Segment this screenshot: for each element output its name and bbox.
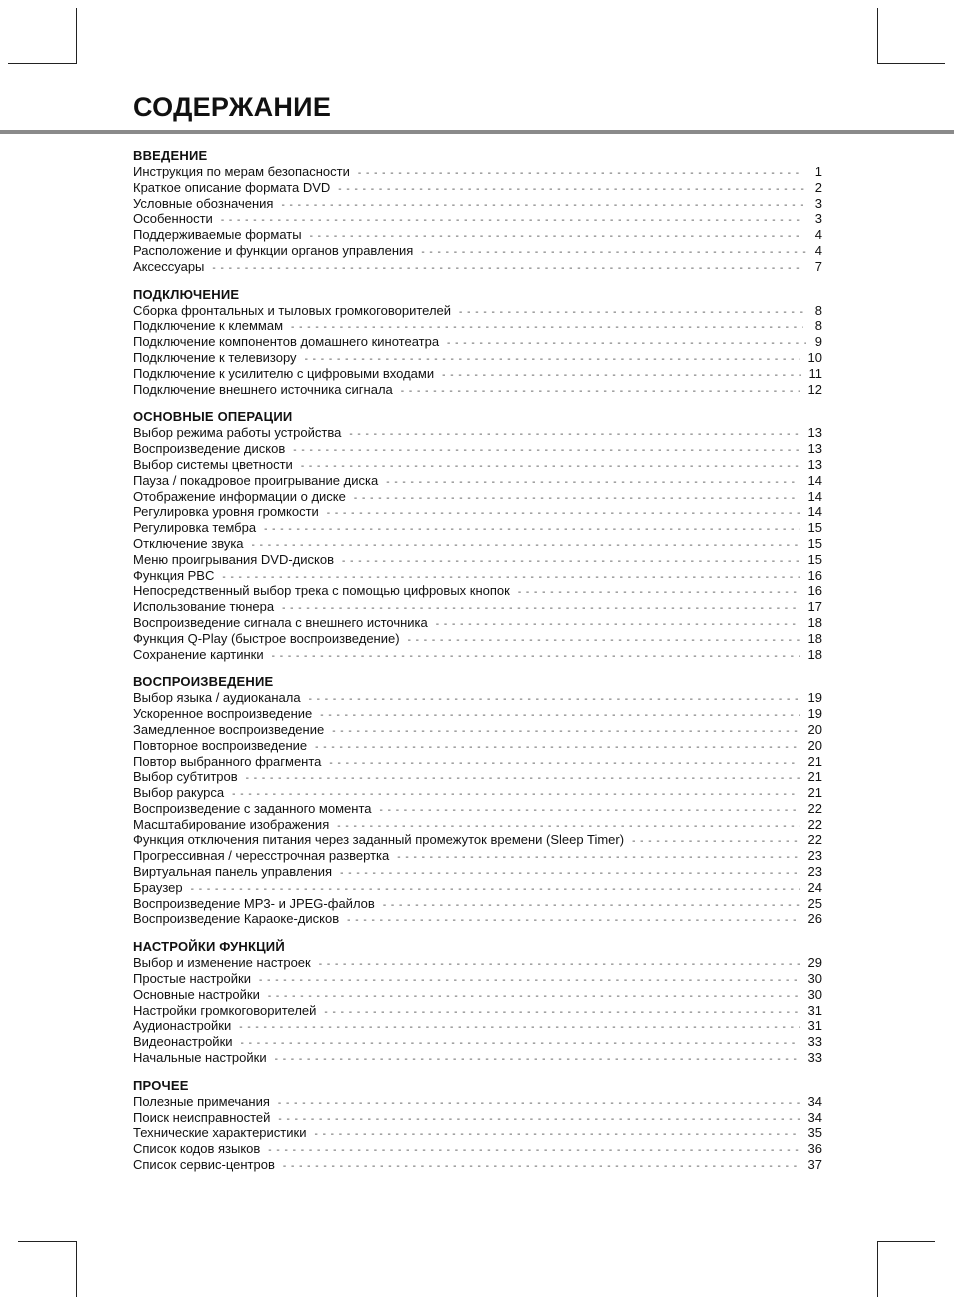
toc-entry-label: Воспроизведение с заданного момента — [133, 800, 372, 816]
dot-leader — [347, 913, 799, 929]
toc-entry — [133, 350, 822, 366]
toc-entry — [133, 631, 822, 647]
toc-entry-label: Выбор субтитров — [133, 769, 238, 785]
dot-leader — [246, 771, 800, 787]
toc-entry — [133, 706, 822, 722]
toc-entry — [133, 801, 822, 817]
dot-leader — [518, 585, 800, 601]
toc-entry-label: Регулировка тембра — [133, 520, 257, 536]
dot-leader — [283, 1159, 800, 1175]
toc-entry-label: Поиск неисправностей — [133, 1109, 271, 1125]
dot-leader — [340, 866, 799, 882]
toc-entry-page: 33 — [807, 1050, 822, 1066]
toc-entry-page: 25 — [807, 895, 822, 911]
toc-entry-page: 7 — [814, 258, 822, 274]
toc-entry-page: 9 — [814, 334, 822, 350]
toc-entry-label: Поддерживаемые форматы — [133, 227, 302, 243]
toc-entry-page: 24 — [807, 879, 822, 895]
toc-entry-page: 37 — [807, 1157, 822, 1173]
toc-entry-label: Список кодов языков — [133, 1141, 261, 1157]
toc-entry — [133, 164, 822, 180]
toc-entry — [133, 896, 822, 912]
toc-entry-page: 14 — [807, 504, 822, 520]
dot-leader — [309, 692, 800, 708]
dot-leader — [281, 198, 802, 214]
toc-entry-page: 29 — [807, 955, 822, 971]
toc-section — [133, 287, 822, 398]
toc-entry-page: 3 — [814, 211, 822, 227]
dot-leader — [401, 384, 800, 400]
toc-entry-page: 23 — [807, 848, 822, 864]
toc-entry-label: Выбор и изменение настроек — [133, 955, 311, 971]
toc-entry — [133, 722, 822, 738]
toc-entry — [133, 227, 822, 243]
toc-entry-label: Ускоренное воспроизведение — [133, 706, 313, 722]
toc-entry-label: Виртуальная панель управления — [133, 864, 333, 880]
toc-entry-label: Выбор ракурса — [133, 785, 225, 801]
table-of-contents — [133, 148, 822, 1185]
toc-entry — [133, 817, 822, 833]
toc-entry — [133, 473, 822, 489]
dot-leader — [442, 368, 800, 384]
toc-entry — [133, 832, 822, 848]
toc-entry-page: 14 — [807, 472, 822, 488]
toc-entry-page: 18 — [807, 614, 822, 630]
crop-mark — [8, 63, 76, 64]
toc-entry-page: 18 — [807, 646, 822, 662]
toc-entry — [133, 971, 822, 987]
toc-entry-page: 21 — [807, 753, 822, 769]
toc-entry-label: Пауза / покадровое проигрывание диска — [133, 472, 379, 488]
toc-entry — [133, 754, 822, 770]
dot-leader — [268, 989, 800, 1005]
toc-entry-page: 15 — [807, 535, 822, 551]
toc-entry-page: 33 — [807, 1034, 822, 1050]
toc-entry — [133, 303, 822, 319]
toc-entry-page: 2 — [814, 179, 822, 195]
toc-entry-label: Воспроизведение MP3- и JPEG-файлов — [133, 895, 375, 911]
toc-entry-label: Повтор выбранного фрагмента — [133, 753, 322, 769]
toc-entry — [133, 738, 822, 754]
toc-entry-label: Подключение к клеммам — [133, 318, 284, 334]
toc-entry-page: 19 — [807, 706, 822, 722]
toc-entry-label: Функция PBC — [133, 567, 215, 583]
toc-entry — [133, 647, 822, 663]
toc-entry-label: Краткое описание формата DVD — [133, 179, 331, 195]
toc-entry-page: 30 — [807, 971, 822, 987]
toc-entry-page: 34 — [807, 1093, 822, 1109]
crop-mark — [877, 1241, 878, 1297]
toc-entry-page: 12 — [807, 381, 822, 397]
toc-entry-label: Выбор режима работы устройства — [133, 425, 342, 441]
toc-entry-label: Начальные настройки — [133, 1050, 267, 1066]
dot-leader — [320, 708, 799, 724]
toc-entry-label: Функция отключения питания через заданный промежуток времени (Sleep Timer) — [133, 832, 625, 848]
toc-entry-page: 31 — [807, 1002, 822, 1018]
section-heading: ПРОЧЕЕ — [133, 1077, 189, 1093]
dot-leader — [349, 427, 799, 443]
toc-entry-page: 13 — [807, 441, 822, 457]
toc-entry-label: Простые настройки — [133, 971, 251, 987]
toc-entry-label: Расположение и функции органов управления — [133, 242, 414, 258]
toc-entry — [133, 1094, 822, 1110]
section-heading: НАСТРОЙКИ ФУНКЦИЙ — [133, 939, 285, 955]
toc-entry-page: 36 — [807, 1141, 822, 1157]
toc-section — [133, 1078, 822, 1173]
dot-leader — [354, 491, 800, 507]
toc-entry-page: 22 — [807, 800, 822, 816]
dot-leader — [315, 740, 799, 756]
toc-entry-label: Особенности — [133, 211, 213, 227]
toc-entry-label: Сохранение картинки — [133, 646, 264, 662]
toc-entry — [133, 318, 822, 334]
toc-section — [133, 674, 822, 927]
toc-entry — [133, 1125, 822, 1141]
crop-mark — [877, 8, 878, 64]
toc-section — [133, 409, 822, 662]
dot-leader — [241, 1036, 800, 1052]
toc-entry-label: Браузер — [133, 879, 183, 895]
toc-entry-label: Функция Q-Play (быстрое воспроизведение) — [133, 630, 400, 646]
toc-entry-page: 22 — [807, 816, 822, 832]
toc-entry — [133, 785, 822, 801]
toc-entry-label: Подключение внешнего источника сигнала — [133, 381, 393, 397]
dot-leader — [319, 957, 800, 973]
toc-entry-page: 15 — [807, 520, 822, 536]
crop-mark — [76, 8, 77, 64]
dot-leader — [436, 617, 800, 633]
toc-entry — [133, 243, 822, 259]
toc-entry-page: 16 — [807, 567, 822, 583]
toc-entry-label: Замедленное воспроизведение — [133, 721, 325, 737]
toc-entry — [133, 583, 822, 599]
toc-entry — [133, 690, 822, 706]
dot-leader — [293, 443, 799, 459]
toc-entry-label: Прогрессивная / чересстрочная развертка — [133, 848, 390, 864]
toc-entry — [133, 552, 822, 568]
toc-entry-label: Видеонастройки — [133, 1034, 233, 1050]
dot-leader — [358, 166, 805, 182]
toc-entry-page: 23 — [807, 864, 822, 880]
toc-entry-label: Регулировка уровня громкости — [133, 504, 319, 520]
toc-entry-page: 4 — [814, 227, 822, 243]
crop-mark — [877, 1241, 935, 1242]
toc-entry-page: 30 — [807, 986, 822, 1002]
toc-entry — [133, 425, 822, 441]
toc-entry-page: 4 — [814, 242, 822, 258]
toc-entry — [133, 987, 822, 1003]
toc-entry — [133, 1034, 822, 1050]
toc-entry-page: 17 — [807, 599, 822, 615]
toc-entry — [133, 615, 822, 631]
toc-entry — [133, 180, 822, 196]
dot-leader — [329, 756, 799, 772]
toc-entry-label: Аудионастройки — [133, 1018, 232, 1034]
toc-entry-label: Меню проигрывания DVD-дисков — [133, 551, 334, 567]
toc-entry — [133, 504, 822, 520]
dot-leader — [383, 898, 800, 914]
toc-entry-page: 21 — [807, 769, 822, 785]
page-title: СОДЕРЖАНИЕ — [133, 92, 332, 122]
toc-entry-label: Подключение компонентов домашнего кинотеатра — [133, 334, 440, 350]
toc-entry — [133, 536, 822, 552]
toc-entry-label: Отображение информации о диске — [133, 488, 346, 504]
toc-entry — [133, 599, 822, 615]
toc-entry-page: 15 — [807, 551, 822, 567]
toc-entry-label: Непосредственный выбор трека с помощью цифровых кнопок — [133, 583, 510, 599]
toc-entry-label: Использование тюнера — [133, 599, 275, 615]
toc-entry-page: 21 — [807, 785, 822, 801]
dot-leader — [397, 850, 799, 866]
toc-entry — [133, 382, 822, 398]
toc-entry-page: 14 — [807, 488, 822, 504]
section-heading: ВОСПРОИЗВЕДЕНИЕ — [133, 674, 274, 690]
toc-entry — [133, 1018, 822, 1034]
dot-leader — [259, 973, 800, 989]
toc-entry — [133, 259, 822, 275]
toc-entry — [133, 520, 822, 536]
toc-entry-label: Условные обозначения — [133, 195, 274, 211]
toc-entry — [133, 196, 822, 212]
dot-leader — [327, 506, 800, 522]
toc-entry-page: 1 — [814, 164, 822, 179]
toc-entry-page: 35 — [807, 1125, 822, 1141]
section-heading: ВВЕДЕНИЕ — [133, 148, 208, 163]
toc-entry-label: Повторное воспроизведение — [133, 737, 308, 753]
toc-entry-page: 8 — [814, 318, 822, 334]
dot-leader — [632, 834, 799, 850]
dot-leader — [459, 305, 807, 321]
dot-leader — [447, 336, 806, 352]
toc-entry — [133, 457, 822, 473]
toc-entry-label: Выбор системы цветности — [133, 456, 293, 472]
title-divider — [0, 130, 954, 134]
toc-entry-label: Инструкция по мерам безопасности — [133, 164, 350, 179]
toc-entry — [133, 848, 822, 864]
toc-entry-page: 20 — [807, 721, 822, 737]
toc-entry-page: 22 — [807, 832, 822, 848]
toc-entry-label: Список сервис-центров — [133, 1157, 275, 1173]
toc-entry-page: 18 — [807, 630, 822, 646]
toc-entry — [133, 211, 822, 227]
toc-entry-page: 19 — [807, 690, 822, 706]
toc-entry — [133, 1003, 822, 1019]
toc-entry-label: Настройки громкоговорителей — [133, 1002, 317, 1018]
dot-leader — [264, 522, 799, 538]
section-heading: ОСНОВНЫЕ ОПЕРАЦИИ — [133, 409, 293, 425]
crop-mark — [18, 1241, 76, 1242]
toc-entry-page: 16 — [807, 583, 822, 599]
toc-entry-label: Сборка фронтальных и тыловых громкоговорителей — [133, 302, 452, 318]
dot-leader — [386, 475, 799, 491]
toc-entry — [133, 334, 822, 350]
crop-mark — [877, 63, 945, 64]
toc-entry-page: 10 — [807, 349, 822, 365]
toc-section — [133, 939, 822, 1066]
toc-entry-page: 34 — [807, 1109, 822, 1125]
toc-entry-page: 26 — [807, 911, 822, 927]
toc-entry — [133, 911, 822, 927]
toc-entry-page: 31 — [807, 1018, 822, 1034]
dot-leader — [421, 245, 805, 261]
toc-entry-label: Масштабирование изображения — [133, 816, 330, 832]
toc-entry-label: Аксессуары — [133, 258, 205, 274]
toc-entry-page: 8 — [814, 302, 822, 318]
dot-leader — [272, 649, 800, 665]
toc-entry — [133, 366, 822, 382]
toc-entry — [133, 1141, 822, 1157]
toc-entry — [133, 880, 822, 896]
section-heading: ПОДКЛЮЧЕНИЕ — [133, 286, 240, 302]
toc-entry — [133, 489, 822, 505]
toc-entry — [133, 955, 822, 971]
toc-entry — [133, 864, 822, 880]
toc-entry-page: 3 — [814, 195, 822, 211]
toc-entry-label: Воспроизведение дисков — [133, 441, 286, 457]
dot-leader — [338, 182, 804, 198]
toc-entry — [133, 441, 822, 457]
dot-leader — [324, 1005, 799, 1021]
toc-entry-page: 13 — [807, 456, 822, 472]
dot-leader — [268, 1143, 799, 1159]
toc-entry — [133, 568, 822, 584]
dot-leader — [239, 1020, 799, 1036]
toc-entry — [133, 1110, 822, 1126]
dot-leader — [342, 554, 800, 570]
toc-entry — [133, 769, 822, 785]
toc-entry-label: Отключение звука — [133, 535, 244, 551]
toc-entry-label: Основные настройки — [133, 986, 260, 1002]
dot-leader — [379, 803, 799, 819]
toc-entry-label: Воспроизведение Караоке-дисков — [133, 911, 340, 927]
toc-entry-label: Технические характеристики — [133, 1125, 307, 1141]
dot-leader — [212, 261, 801, 277]
dot-leader — [408, 633, 800, 649]
dot-leader — [314, 1127, 799, 1143]
toc-entry-label: Полезные примечания — [133, 1093, 270, 1109]
toc-entry-page: 13 — [807, 425, 822, 441]
toc-entry-label: Выбор языка / аудиоканала — [133, 690, 301, 706]
toc-section — [133, 148, 822, 275]
dot-leader — [332, 724, 799, 740]
toc-entry — [133, 1050, 822, 1066]
toc-entry-page: 20 — [807, 737, 822, 753]
crop-mark — [76, 1241, 77, 1297]
dot-leader — [275, 1052, 800, 1068]
toc-entry-page: 11 — [808, 365, 822, 381]
toc-entry-label: Воспроизведение сигнала с внешнего источника — [133, 614, 428, 630]
dot-leader — [278, 1112, 799, 1128]
toc-entry-label: Подключение к телевизору — [133, 349, 297, 365]
toc-entry-label: Подключение к усилителю с цифровыми входами — [133, 365, 435, 381]
dot-leader — [278, 1096, 800, 1112]
toc-entry — [133, 1157, 822, 1173]
